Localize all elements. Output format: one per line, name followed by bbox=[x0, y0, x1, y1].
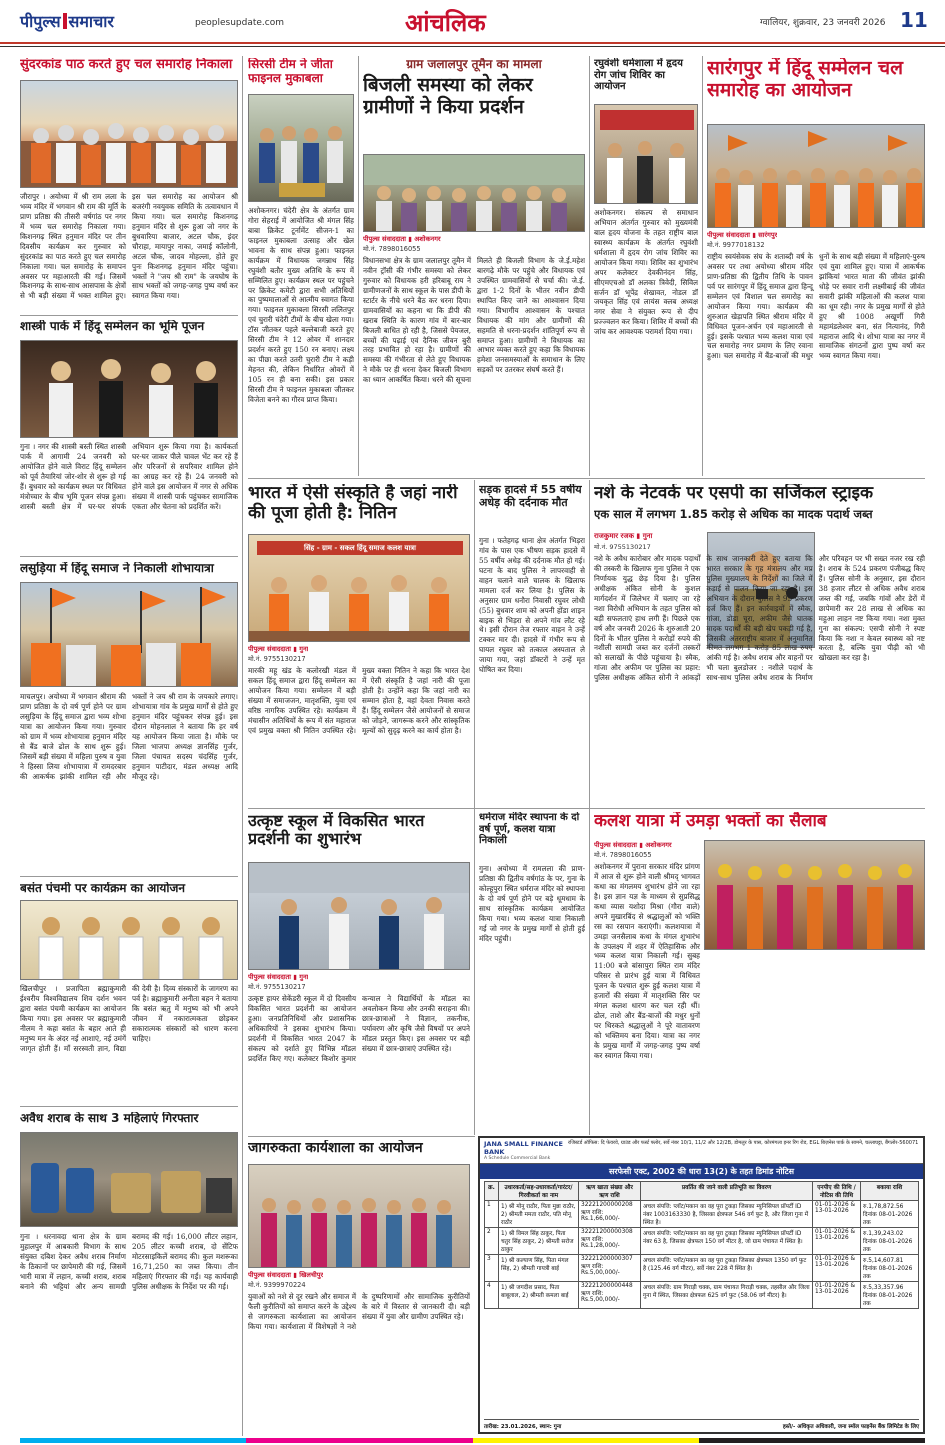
headline: शास्त्री पार्क में हिंदू सम्मेलन का भूमि पूजन bbox=[20, 320, 205, 333]
cell-no: 2 bbox=[485, 1228, 499, 1255]
photo-mobile: मो.नं. 9977018132 bbox=[707, 241, 765, 249]
stage-illustration bbox=[21, 901, 238, 980]
article-body: गुना। अयोध्या में रामलला की प्राण-प्रतिष्ठा की द्वितीय वर्षगांठ के पर, गुना के कोल्हूपुरा स्थित धर्मराज मंदिर को स्थापना के दो वर्ष पूर्ण होने पर बड़े धूमधाम के साथ सांस्कृतिक कार्यक्रम आयोजित किया गया। भव्य कलश यात्रा निकाली गई जो नगर के प्रमुख मार्गों से होती हुई मंदिर पहुंची। bbox=[479, 864, 585, 943]
cell-security: अचल संपत्ति: प्लॉट/मकान का वह पूरा टुकड़ा जिसका क्षेत्रफल 1350 वर्ग फुट है (125.46 वर्ग मीटर), सर्वे नंबर 228 में स्थित है। bbox=[641, 1255, 813, 1282]
headline: रघुवंशी धर्मशाला में हृदय रोग जांच शिविर का आयोजन bbox=[594, 58, 683, 92]
cell-npa: 01-01-2026 & 13-01-2026 bbox=[813, 1255, 861, 1282]
divider bbox=[20, 1106, 238, 1107]
headline: सुंदरकांड पाठ करते हुए चल समारोह निकाला bbox=[20, 58, 233, 72]
col-header: ऋण खाता संख्या और ऋण राशि bbox=[579, 1182, 641, 1201]
page-number: 11 bbox=[900, 8, 928, 32]
photo-credit: पीपुल्स संवाददाता ▮ गुना bbox=[248, 645, 309, 653]
photo-liquor-seizure bbox=[20, 1132, 238, 1227]
credit-place: अशोकनगर bbox=[645, 841, 672, 849]
article-body: युवाओं को नशे से दूर रखने और समाज में फैली कुरीतियों को समाप्त करने के उद्देश्य से जागरुकता कार्यशाला का आयोजन किया गया। कार्यशाला में विशेषज्ञों ने नशे के दुष्परिणामों और सामाजिक कुरीतियों के बारे में विस्तार से जानकारी दी। बड़ी संख्या में युवा और ग्रामीण उपस्थित रहे। bbox=[248, 1292, 470, 1331]
credit-place: अशोकनगर bbox=[414, 235, 441, 243]
story-jagrukta-karyashala bbox=[248, 1140, 470, 1435]
camp-illustration bbox=[595, 105, 698, 204]
story-bijli-pradarshan bbox=[363, 58, 585, 478]
subhead: एक साल में लगभग 1.85 करोड़ से अधिक का मादक पदार्थ जब्त bbox=[594, 506, 873, 521]
photo-health-camp bbox=[594, 104, 698, 204]
credit-place: गुना bbox=[299, 973, 309, 981]
credit-name: पीपुल्स संवाददाता bbox=[248, 645, 292, 653]
ad-header bbox=[480, 1138, 923, 1164]
cell-npa: 01-01-2026 & 13-01-2026 bbox=[813, 1201, 861, 1228]
website[interactable]: peoplesupdate.com bbox=[195, 18, 284, 28]
story-nitin-sanskriti bbox=[248, 484, 470, 804]
photo-mobile: मो.नं. 9399970224 bbox=[248, 1281, 306, 1289]
cell-security: अचल संपत्ति: प्लॉट/मकान का वह पूरा टुकड़ा जिसका म्युनिसिपल प्रॉपर्टी ID नंबर 63 है, जिसका क्षेत्रफल 150 वर्ग मीटर है, जो ग्राम पंचायत में स्थित है। bbox=[641, 1228, 813, 1255]
ad-footer-date: तारीख: 23.01.2026, स्थान: गुना bbox=[484, 1424, 562, 1430]
ceremony-illustration bbox=[21, 341, 238, 438]
divider bbox=[248, 478, 925, 479]
col-header: बकाया राशि bbox=[861, 1182, 919, 1201]
story-sarangpur bbox=[707, 58, 925, 478]
credit-place: गुना bbox=[299, 645, 309, 653]
article-body: राष्ट्रीय स्वयंसेवक संघ के शताब्दी वर्ष के अवसर पर तथा अयोध्या श्रीराम मंदिर प्राण-प्रतिष्ठा की द्वितीय तिथि के पावन पर्व पर सारंगपुर में हिंदू समाज द्वारा हिन्दू सम्मेलन एवं विशाल चल समारोह का आयोजन किया गया। कार्यक्रम की शुरुआत खेड़ापति स्थित श्रीराम मंदिर में विधिवत पूजन-अर्चन एवं महाआरती से हुई। इसके पश्चात भव्य कलश यात्रा एवं चल समारोह नगर प्रमाण के लिए रवाना हुआ। चल समारोह में बैंड-बाजों की मधुर धुनों के साथ बड़ी संख्या में महिलाएं-पुरुष एवं युवा शामिल हुए। यात्रा में आकर्षक झांकियां भारत माता की जीवंत झांकी धोड़े पर सवार रानी लक्ष्मीबाई की जीवंत सवारी झांकी महिलाओं की कलश यात्रा का धूम रही। नगर के प्रमुख मार्गों से होते हुए श्री 1008 अखूर्णी गिरी महामंडलेश्वर बना, संत नित्यानंद, गिरी महाराज आदि थे। शोभा यात्रा का नगर में सामाजिक संगठनों द्वारा पुष्प वर्षा कर भव्य स्वागत किया गया। bbox=[707, 252, 925, 361]
col-header: एनपीए की तिथि / नोटिस की तिथि bbox=[813, 1182, 861, 1201]
cell-name: 1) श्री कल्याण सिंह, पिता मंगल सिंह, 2) श्रीमती गायत्री बाई bbox=[499, 1255, 579, 1282]
story-sundarkand bbox=[20, 58, 238, 313]
column-rule bbox=[474, 810, 475, 1135]
story-kalash-yatra bbox=[594, 812, 925, 1132]
cell-due: रु.1,39,243.02 दिनांक 08-01-2026 तक bbox=[861, 1228, 919, 1255]
dateline: ग्वालियर, शुक्रवार, 23 जनवरी 2026 bbox=[760, 18, 886, 28]
photo-mobile: मो.नं. 7898016055 bbox=[594, 851, 652, 859]
bank-subtitle: A Schedule Commercial Bank bbox=[484, 1156, 551, 1161]
brand-left: पीपुल्स bbox=[20, 12, 61, 31]
cell-npa: 01-01-2026 & 13-01-2026 bbox=[813, 1282, 861, 1309]
story-hriday-shivir bbox=[594, 58, 698, 478]
notice-table bbox=[484, 1181, 919, 1309]
cell-name: 1) श्री विमल सिंह ठाकुर, पिता चतुर सिंह ठाकुर, 2) श्रीमती सरोज ठाकुर bbox=[499, 1228, 579, 1255]
credit-place: सारंगपुर bbox=[758, 231, 778, 239]
story-sp-surgical-strike bbox=[594, 484, 925, 804]
col-header: प्रवर्तित की जाने वाली प्रतिभूति का विवरण bbox=[641, 1182, 813, 1201]
headline: सिरसी टीम ने जीता फाइनल मुकाबला bbox=[248, 58, 333, 85]
article-body: मारकी महू खंड के कलोरखी मंडल में सकल हिंदू समाज द्वारा हिंदू सम्मेलन का आयोजन किया गया। सम्मेलन में बड़ी संख्या में समाजजन, मातृशक्ति, युवा एवं वरिष्ठ नागरिक उपस्थित रहे। कार्यक्रम में मंचासीन अतिथियों के रूप में संत महाराज एवं प्रमुख वक्ता श्री नितिन उपस्थित रहे। मुख्य वक्ता नितिन ने कहा कि भारत देश में ऐसी संस्कृति है जहां नारी की पूजा होती है। उन्होंने कहा कि जहां नारी का सम्मान होता है, वहां देवता निवास करते हैं। हिंदू सम्मेलन जैसे आयोजनों से समाज को जोड़ने, जागरूक करने और सांस्कृतिक मूल्यों को सुदृढ़ करने का कार्य होता है। bbox=[248, 666, 470, 735]
story-road-accident bbox=[479, 484, 585, 804]
workshop-illustration bbox=[249, 1165, 470, 1268]
article-body: नशे के अवैध कारोबार और मादक पदार्थों की तस्करी के खिलाफ गुना पुलिस ने एक निर्णायक युद्ध छेड़ दिया है। पुलिस अधीक्षक अंकित सोनी के कुशल मार्गदर्शन में जिलेभर में चलाए जा रहे नशा विरोधी अभियान के तहत पुलिस को बड़ी सफलताएं हाथ लगी हैं। पिछले एक वर्ष और जनवरी 2026 के शुरुआती 20 दिनों के भीतर पुलिस ने करोड़ों रुपये की नशीली सामग्री जब्त कर दर्जनों तस्करों को सलाखों के पीछे पहुंचाया है। स्मैक, गांजा और अफीम पर पुलिस का प्रहार: पुलिस अधीक्षक अंकित सोनी ने आंकड़ों के साथ जानकारी देते हुए बताया कि भारत सरकार के गृह मंत्रालय और मप्र पुलिस मुख्यालय के निर्देशों का जिले में कड़ाई से पालन किया जा रहा है। इस अभियान के दौरान पुलिस ने 95 प्रकरण दर्ज किए हैं। इन कार्रवाइयों में स्मैक, गांजा, डोडा चूरा, अफीम जैसे घातक मादक पदार्थों की बड़ी खेप पकड़ी गई है, जिसकी अंतरराष्ट्रीय बाजार में अनुमानित कीमत लगभग 1 करोड़ 85 लाख रुपए आंकी गई है। अवैध शराब और वाहनों पर भी चला बुलडोजर : नशीले पदार्थ के साथ-साथ पुलिस अवैध शराब के निर्माण और परिवहन पर भी सख्त नजर रख रही है। शराब के 524 प्रकरण पंजीबद्ध किए हैं। पुलिस सोनी के अनुसार, इस दौरान 38 हजार लीटर से अधिक अवैध शराब जब्त की गई, जबकि गांवों और डेरों में छापेमारी कर 28 लाख से अधिक का महुआ लाहन नष्ट किया गया। नशा मुक्त गुना का संकल्प: एसपी सोनी ने स्पष्ट किया कि नशा न केवल स्वास्थ्य को नष्ट करता है, बल्कि युवा पीढ़ी को भी खोखला कर रहा है। bbox=[594, 554, 925, 683]
table-row bbox=[485, 1201, 919, 1228]
cell-loan: 32221200000308 ऋण राशि: Rs.1,28,000/- bbox=[579, 1228, 641, 1255]
rally-illustration bbox=[708, 125, 925, 228]
photo-sarangpur-rally bbox=[707, 124, 925, 228]
ad-table-wrap bbox=[480, 1179, 923, 1311]
photo-exhibition bbox=[248, 862, 470, 970]
photo-credit: पीपुल्स संवाददाता ▮ सारंगपुर bbox=[707, 231, 778, 239]
credit-name: पीपुल्स संवाददाता bbox=[363, 235, 407, 243]
story-viksit-bharat bbox=[248, 812, 470, 1132]
credit-name: पीपुल्स संवाददाता bbox=[248, 973, 292, 981]
article-body: अशोकनगर में पुराना सरकार मंदिर प्रांगण में आज से शुरू होने वाली श्रीमद् भागवत कथा का मंगलमय शुभारंभ होने जा रहा है। इस ज्ञान यज्ञ के माध्यम से सुप्रसिद्ध कथा व्यास यशोदा मिश्रा (गौरा वाले) अपने मुखारबिंद से श्रद्धालुओं को भक्ति रस का रसपान कराएंगी। कलशयात्रा में उमड़ा जनसैलाब कथा के मंगल शुभारंभ के उपलक्ष्य में शहर में ऐतिहासिक और भव्य कलश यात्रा निकाली गई। सुबह 11:00 बजे बांसापुरा स्थित राम मंदिर परिसर से प्रारंभ हुई यात्रा में विधिवत पूजन के पश्चात शुरू हुई कलश यात्रा में हजारों की संख्या में मातृशक्ति सिर पर मंगल कलश धारण कर चल रही थीं। ढोल, ताशे और बैंड-बाजों की मधुर धुनों पर थिरकते श्रद्धालुओं ने पूरे वातावरण को भक्तिमय बना दिया। यात्रा का नगर के प्रमुख मार्गों में जगह-जगह पुष्प वर्षा कर स्वागत किया गया। bbox=[594, 862, 700, 1060]
article-body: गुना । फतेहगढ़ थाना क्षेत्र अंतर्गत भिड़रा गांव के पास एक भीषण सड़क हादसे में 55 वर्षीय अधेड़ की दर्दनाक मौत हो गई। घटना के बाद पुलिस ने लापरवाही से वाहन चलाने वाले चालक के खिलाफ मामला दर्ज कर लिया है। पुलिस के अनुसार ग्राम धनौरा निवासी रघुवर लोधी (55) बुधवार शाम को अपनी होंडा शाइन बाइक से भिड़रा से अपने गांव लौट रहे थे। इसी दौरान तेज रफ्तार वाहन ने उन्हें टक्कर मार दी। हादसे में गंभीर रूप से घायल रघुवर को तत्काल अस्पताल ले जाया गया, जहां डॉक्टरों ने उन्हें मृत घोषित कर दिया। bbox=[479, 536, 585, 675]
masthead bbox=[0, 0, 945, 42]
bank-address: रजिस्टर्ड ऑफिस: दि फेयरवे, ग्राउंड और फर्स्ट फ्लोर, सर्वे नंबर 10/1, 11/2 और 12/2B, डोमलुर के पास, कोरमंगला इनर रिंग रोड, EGL बिज़नेस पार्क के सामने, चल्लाघट्टा, बैंगलोर-560071 bbox=[568, 1140, 919, 1146]
article-body: खिलचीपुर । प्रजापिता ब्रह्माकुमारी ईश्वरीय विश्वविद्यालय शिव दर्शन भवन द्वारा बसंत पंचमी कार्यक्रम का आयोजन किया गया। इस अवसर पर ब्रह्माकुमारी नीलम ने कहा बसंत के बहार आते ही मनुष्य मन के अंदर नई आशाएं, नई उमंगें जागृत होती हैं। माँ सरस्वती ज्ञान, विद्या की देवी है। दिव्य संस्कारों के जागरण का पर्व है। ब्रह्माकुमारी अनीता बहन ने बताया कि बसंत ऋतु में मनुष्य को भी अपने जीवन में नकारात्मकता छोड़कर सकारात्मक संस्कारों को धारण करना चाहिए। bbox=[20, 984, 238, 1053]
article-body: गुना । नगर की शास्त्री बस्ती स्थित शास्त्री पार्क में आगामी 24 जनवरी को आयोजित होने वाले विराट हिंदू सम्मेलन को पूर्व तैयारियां जोर-शोर से शुरू हो गई हैं। बुधवार को कार्यक्रम स्थल पर विधिवत मंत्रोच्चार के बीच भूमि पूजन संपन्न हुआ। शास्त्री बस्ती क्षेत्र में घर-घर संपर्क अभियान शुरू किया गया है। कार्यकर्ता घर-घर जाकर पीले चावल भेंट कर रहे हैं और परिजनों से सपरिवार शामिल होने का आग्रह कर रहे हैं। 24 जनवरी को होने वाले इस आयोजन में नगर से अधिक संख्या में शास्त्री पार्क पहुंचकर सामाजिक एकता और चेतना को प्रदर्शित करें। bbox=[20, 442, 238, 511]
photo-kalash-procession bbox=[704, 840, 925, 950]
table-row bbox=[485, 1282, 919, 1309]
cell-name: 1) श्री मोनू राठौर, पिता मुन्ना राठौर, 2) श्रीमती ममता राठौर, पति मोनू राठौर bbox=[499, 1201, 579, 1228]
column-rule bbox=[358, 56, 359, 476]
story-illegal-liquor bbox=[20, 1112, 238, 1432]
story-basant-panchami bbox=[20, 882, 238, 1102]
photo-villagers bbox=[363, 154, 585, 232]
story-dharmraj-mandir bbox=[479, 812, 585, 1132]
bank-name: JANA SMALL FINANCE BANK bbox=[484, 1140, 563, 1156]
cell-due: रु.5,14,607.81 दिनांक 08-01-2026 तक bbox=[861, 1255, 919, 1282]
credit-name: पीपुल्स संवाददाता bbox=[707, 231, 751, 239]
article-body: अशोकनगर। संकल्प से समाधान अभियान अंतर्गत गुरुवार को मुख्यमंत्री बाल हृदय योजना के तहत राष्ट्रीय बाल स्वास्थ्य कार्यक्रम के अंतर्गत रघुवंशी धर्मशाला में हृदय रोग जांच शिविर का आयोजन किया गया। शिविर का शुभारंभ अपर कलेक्टर देवकीनंदन सिंह, सीएमएचओ डॉ अलका त्रिवेदी, सिविल सर्जन डॉ भूपेंद्र शेखावत, नोडल डॉ जयकृत सिंह एवं लायंस क्लब अध्यक्ष नगर सेवा ने संयुक्त रूप से दीप प्रज्ज्वलन कर किया। शिविर में बच्चों की जांच कर आवश्यक परामर्श दिया गया। bbox=[594, 208, 698, 337]
byline-mobile: मो.नं. 9755130217 bbox=[594, 543, 651, 551]
col-header: उधारकर्ता/सह-उधारकर्ता/गारंटर/गिरवीकर्ता का नाम bbox=[499, 1182, 579, 1201]
column-rule bbox=[589, 480, 590, 810]
cell-loan: 32221200000307 ऋण राशि: Rs.5,00,000/- bbox=[579, 1255, 641, 1282]
column-rule bbox=[242, 56, 243, 1436]
article-body: माचलपुर। अयोध्या में भगवान श्रीराम की प्राण प्रतिष्ठा के दो वर्ष पूर्ण होने पर ग्राम लसुड़िया के हिंदू समाज द्वारा भव्य शोभा यात्रा का आयोजन किया गया। गुरुवार को ग्राम में भव्य शोभायात्रा हनुमान मंदिर से बैंड बाजे ढोल के साथ शुरू हुई। जिसमें बड़ी संख्या में महिला पुरुष व युवा ने हिस्सा लिया शोभायात्रा में रामदरबार की आकर्षक झांकी शामिल रही और भक्तों ने जय श्री राम के जयकारे लगाए। शोभायात्रा गांव के प्रमुख मार्गों से होते हुए हनुमान मंदिर पहुंचकर संपन्न हुई। इस दौरान मोहनलाल ने बताया कि हर वर्ष यह आयोजन किया जाता है। मौके पर जिला भाजपा अध्यक्ष ज्ञानसिंह गुर्जर, जिला पंचायत सदस्य चंदसिंह गुर्जर, हनुमान पाटीदार, मंडल अध्यक्ष आदि मौजूद रहे। bbox=[20, 692, 238, 781]
reg-swatch bbox=[473, 1438, 699, 1443]
photo-cricket-team bbox=[248, 94, 354, 202]
reg-swatch bbox=[699, 1438, 925, 1443]
table-row bbox=[485, 1255, 919, 1282]
drums-illustration bbox=[21, 1133, 238, 1227]
ad-footer bbox=[484, 1419, 919, 1430]
photo-shobhayatra bbox=[20, 582, 238, 687]
cell-no: 4 bbox=[485, 1282, 499, 1309]
brand-separator bbox=[63, 13, 67, 29]
photo-bhoomi-pujan bbox=[20, 340, 238, 438]
byline-name: राजकुमार रजक bbox=[594, 532, 634, 540]
masthead-rule bbox=[0, 42, 945, 44]
photo-brahmakumari bbox=[20, 900, 238, 980]
divider bbox=[20, 315, 238, 316]
column-rule bbox=[589, 56, 590, 476]
cell-no: 1 bbox=[485, 1201, 499, 1228]
cell-name: 1) श्री जगदीश प्रसाद, पिता बाबूलाल, 2) श्रीमती कमला बाई bbox=[499, 1282, 579, 1309]
article-body: विधानसभा क्षेत्र के ग्राम जलालपुर तूमैन में नवीन ट्रॉसी की गंभीर समस्या को लेकर गुरुवार को विधायक हरी हरिबाबू राय ने ग्रामीणजनों के साथ स्कूल के पास डीपी के स्टार्टर के नीचे धरने बैठ कर धरना दिया। ग्रामवासियों का कहना था कि डीपी की खराब स्थिति के कारण गांव में बार-बार बिजली बाधित हो रही है, जिससे पेयजल, बच्चों की पढ़ाई एवं दैनिक जीवन बुरी तरह प्रभावित हो रहा है। ग्रामीणों की समस्या की गंभीरता से लेते हुए विधायक ने मौके पर ही धरना देकर बिजली विभाग का ध्यान आकर्षित किया। धरने की सूचना मिलते ही बिजली विभाग के जे.ई.महेश बारगढ़े मौके पर पहुंचे और विधायक एवं उपस्थित ग्रामवासियों से चर्चा की। जे.ई. द्वारा 1-2 दिनों के भीतर नवीन डीपी स्थापित किए जाने का आश्वासन दिया गया। विभागीय आश्वासन के पश्चात विधायक की मांग और ग्रामीणों की सहमति से धरना-प्रदर्शन शांतिपूर्ण रूप से समाप्त हुआ। ग्रामीणों ने विधायक का आभार व्यक्त करते हुए कहा कि विधायक हमेशा जनसमस्याओं के समाधान के लिए सड़कों पर उतरकर संघर्ष करते हैं। bbox=[363, 256, 585, 385]
photo-procession bbox=[20, 80, 238, 188]
headline: लसुड़िया में हिंदू समाज ने निकाली शोभायात्रा bbox=[20, 562, 214, 575]
cell-loan: 32221200000208 ऋण राशि: Rs.1,66,000/- bbox=[579, 1201, 641, 1228]
photo-mobile: मो.नं. 7898016055 bbox=[363, 245, 421, 253]
cell-due: रु.1,78,872.56 दिनांक 08-01-2026 तक bbox=[861, 1201, 919, 1228]
headline: उत्कृष्ट स्कूल में विकसित भारत प्रदर्शनी का शुभारंभ bbox=[248, 812, 425, 849]
headline: बसंत पंचमी पर कार्यक्रम का आयोजन bbox=[20, 882, 186, 895]
story-shastri-park bbox=[20, 320, 238, 552]
kicker: ग्राम जलालपुर तूमैन का मामला bbox=[406, 58, 542, 71]
headline: अवैध शराब के साथ 3 महिलाएं गिरफ्तार bbox=[20, 1112, 199, 1125]
divider bbox=[248, 808, 925, 809]
photo-credit: पीपुल्स संवाददाता ▮ अशोकनगर bbox=[594, 841, 672, 849]
article-body: जीरापुर । अयोध्या में श्री राम लला के भव्य मंदिर में भगवान श्री राम की मूर्ति के प्राण प्रतिष्ठा की तीसरी वर्षगांठ पर नगर में भव्य चल समारोह निकाला गया। किशनगढ़ स्थित हनुमान मंदिर पर तीन दिवसीय कार्यक्रम कर गुरुवार को सुंदरकांड का पाठ करते हुए चल समारोह निकाला गया। चल समारोह के समापन अवसर पर महाआरती की गई। जिसमें किशनगढ़ के साथ-साथ आसपास के क्षेत्रों से भी बड़ी संख्या में भक्त शामिल हुए। इस चल समारोह का आयोजन श्री बजरंगी नवयुवक समिति के तत्वावधान में किया गया। चल समारोह किशनगढ़ हनुमान मंदिर से शुरू हुआ जो नगर के बुधवारिया बाजार, अटल चौक, इंदर चौराहा, मायापुर नाका, जमाई कॉलोनी, अटल चौक, जादव मोहल्ला, होते हुए पुनः किशनगढ़ हनुमान मंदिर पहुंचा। भक्तों ने "जय श्री राम" के जयघोष के साथ भक्तों को जगह-जगह पुष्प वर्षा कर स्वागत किया गया। bbox=[20, 192, 238, 301]
column-rule bbox=[474, 480, 475, 810]
credit-name: पीपुल्स संवाददाता bbox=[248, 1271, 292, 1279]
story-sirsi-cricket bbox=[248, 58, 354, 478]
photo-stage bbox=[248, 534, 470, 642]
cell-security: अचल संपत्ति: प्लॉट/मकान का वह पूरा टुकड़ा जिसका म्युनिसिपल प्रॉपर्टी ID नंबर 1003163330 है, जिसका क्षेत्रफल 546 वर्ग फुट है, और जिला गुना में स्थित है। bbox=[641, 1201, 813, 1228]
reg-swatch bbox=[246, 1438, 472, 1443]
section-title: आंचलिक bbox=[405, 9, 486, 37]
byline: राजकुमार रजक ▮ गुना bbox=[594, 532, 653, 540]
headline: जागरुकता कार्यशाला का आयोजन bbox=[248, 1140, 423, 1156]
byline-place: गुना bbox=[642, 532, 653, 540]
bank-logo bbox=[484, 1140, 564, 1161]
photo-mobile: मो.नं. 9755130217 bbox=[248, 655, 306, 663]
villagers-illustration bbox=[364, 155, 585, 232]
cell-npa: 01-01-2026 & 13-01-2026 bbox=[813, 1228, 861, 1255]
cell-no: 3 bbox=[485, 1255, 499, 1282]
story-lasudiya bbox=[20, 562, 238, 872]
masthead-rule-thin bbox=[0, 46, 945, 47]
flags-illustration bbox=[21, 583, 238, 687]
table-header-row bbox=[485, 1182, 919, 1201]
team-illustration bbox=[249, 95, 354, 202]
article-body: अशोकनगर। चंदेरी क्षेत्र के अंतर्गत ग्राम गोरा सेहराई में आयोजित श्री मंगल सिंह बाबा क्रिकेट टूर्नामेंट सीजन-1 का फाइनल मुकाबला उत्साह और खेल भावना के साथ संपन्न हुआ। फाइनल कार्यक्रम में विधायक जगन्नाथ सिंह रघुवंशी बतौर मुख्य अतिथि के रूप में सम्मिलित हुए। कार्यक्रम स्थल पर पहुंचने पर क्रिकेट कमेटी द्वारा सभी अतिथियों का पुष्पमालाओं से आत्मीय स्वागत किया गया। फाइनल मुकाबला सिरसी ललितपुर एवं चुरारी चंदेरी टीमों के बीच खेला गया। टॉस जीतकर पहले बल्लेबाजी करते हुए सिरसी टीम ने 12 ओवर में शानदार प्रदर्शन करते हुए 150 रन बनाए। लक्ष्य का पीछा करते उतरी चुरारी टीम ने कड़ी मेहनत की, लेकिन निर्धारित ओवरों में 105 रन ही बना सकी। इस प्रकार सिरसी टीम ने फाइनल मुकाबला जीतकर विजेता बनने का गौरव प्राप्त किया। bbox=[248, 206, 354, 404]
stage-banner: सिंह - ग्राम - सकल हिंदू समाज कलश यात्रा bbox=[257, 541, 463, 555]
headline: धर्मराज मंदिर स्थापना के दो वर्ष पूर्ण, कलश यात्रा निकाली bbox=[479, 812, 580, 846]
cell-loan: 32221200000448 ऋण राशि: Rs.5,00,000/- bbox=[579, 1282, 641, 1309]
headline: बिजली समस्या को लेकर ग्रामीणों ने किया प्रदर्शन bbox=[363, 73, 533, 118]
photo-credit: पीपुल्स संवाददाता ▮ अशोकनगर bbox=[363, 235, 441, 243]
bank-notice-ad bbox=[478, 1136, 925, 1434]
divider bbox=[20, 556, 238, 557]
crowd-illustration bbox=[21, 81, 238, 188]
brand-right: समाचार bbox=[68, 12, 114, 31]
headline: कलश यात्रा में उमड़ा भक्तों का सैलाब bbox=[594, 812, 827, 831]
article-body: गुना । धरनावदा थाना क्षेत्र के ग्राम मुहालपुर में आबकारी विभाग के साथ संयुक्त दबिश देकर अवैध शराब निर्माण के ठिकानों पर छापेमारी की गई, जिसमें भारी मात्रा में लहान, कच्ची शराब, शराब बनाने की भट्टियां और अन्य सामग्री बरामद की गई। 16,000 लीटर लहान, 205 लीटर कच्ची शराब, दो सेंटिफ मोटरसाइकिलें बरामद की। कुल मशरूका 16,71,250 का जब्त किया। तीन महिलाएं गिरफ्तार की गईं। यह कार्यवाही पुलिस अधीक्षक के निर्देश पर की गई। bbox=[20, 1232, 238, 1291]
headline: सारंगपुर में हिंदू सम्मेलन चल समारोह का आयोजन bbox=[707, 58, 903, 101]
headline: सड़क हादसे में 55 वर्षीय अधेड़ की दर्दनाक मौत bbox=[479, 484, 582, 509]
cell-security: अचल संपत्ति: ग्राम गिराड़ी चक्क, ग्राम पंचायत गिराड़ी चक्क, तहसील और जिला गुना में स्थित, जिसका क्षेत्रफल 625 वर्ग फुट (58.06 वर्ग मीटर) है। bbox=[641, 1282, 813, 1309]
brand-logo bbox=[20, 10, 114, 32]
photo-workshop bbox=[248, 1164, 470, 1268]
table-row bbox=[485, 1228, 919, 1255]
registration-strip bbox=[20, 1438, 925, 1443]
divider bbox=[248, 1136, 475, 1137]
photo-mobile: मो.नं. 9755130217 bbox=[248, 983, 306, 991]
col-header: क्र. bbox=[485, 1182, 499, 1201]
credit-place: खिलचीपुर bbox=[299, 1271, 324, 1279]
credit-name: पीपुल्स संवाददाता bbox=[594, 841, 638, 849]
photo-credit: पीपुल्स संवाददाता ▮ खिलचीपुर bbox=[248, 1271, 324, 1279]
divider bbox=[20, 876, 238, 877]
exhibition-illustration bbox=[249, 863, 470, 970]
cell-due: रु.5,33,357.96 दिनांक 08-01-2026 तक bbox=[861, 1282, 919, 1309]
reg-swatch bbox=[20, 1438, 246, 1443]
headline: भारत में ऐसी संस्कृति है जहां नारी की पूजा होती है: नितिन bbox=[248, 484, 458, 523]
photo-credit: पीपुल्स संवाददाता ▮ गुना bbox=[248, 973, 309, 981]
kalash-illustration bbox=[705, 841, 925, 950]
column-rule bbox=[589, 810, 590, 1135]
ad-footer-sign: हस्ते/- अधिकृत अधिकारी, जना स्मॉल फाइनेंस बैंक लिमिटेड के लिए bbox=[782, 1424, 919, 1430]
column-rule bbox=[702, 56, 703, 476]
ad-title: सरफेसी एक्ट, 2002 की धारा 13(2) के तहत डिमांड नोटिस bbox=[480, 1164, 923, 1179]
article-body: उत्कृष्ट हायर सेकेंडरी स्कूल में दो दिवसीय विकसित भारत प्रदर्शनी का आयोजन हुआ। जनप्रतिनिधियों और प्रशासनिक अधिकारियों ने इसका शुभारंभ किया। प्रदर्शनी में विकसित भारत 2047 के संकल्प को दर्शाते हुए विभिन्न मॉडल प्रदर्शित किए गए। कलेक्टर किशोर कुमार कन्याल ने विद्यार्थियों के मॉडल का अवलोकन किया और उनकी सराहना की। छात्र-छात्राओं ने विज्ञान, तकनीक, पर्यावरण और कृषि जैसे विषयों पर अपने मॉडल प्रस्तुत किए। इस अवसर पर बड़ी संख्या में छात्र-छात्राएं उपस्थित रहे। bbox=[248, 994, 470, 1063]
headline: नशे के नेटवर्क पर एसपी का सर्जिकल स्ट्राइक bbox=[594, 484, 874, 503]
